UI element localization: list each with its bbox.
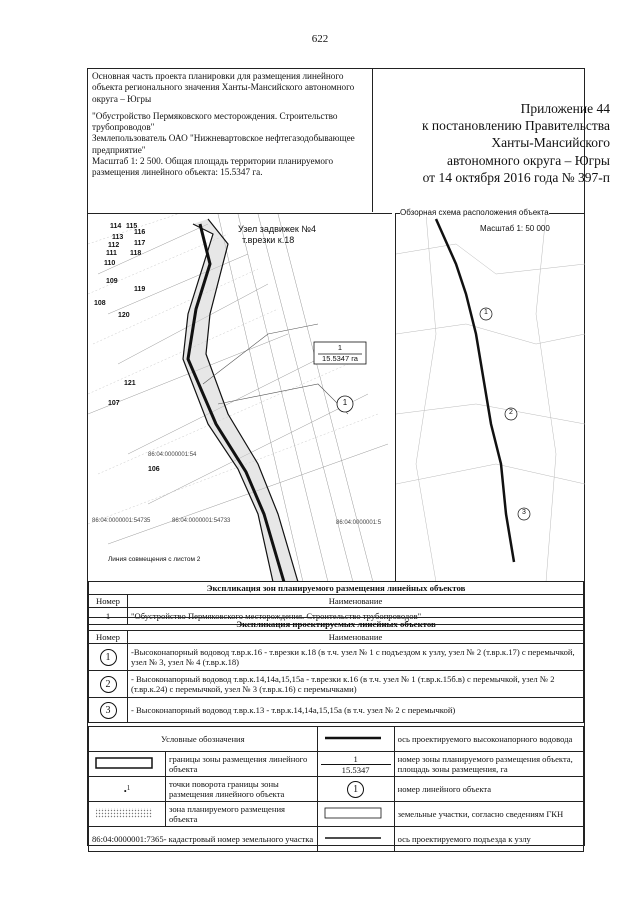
zones-h-num: Номер (89, 595, 128, 608)
point-legend-icon: • (123, 785, 127, 796)
project-header (92, 71, 372, 179)
legend-2-right: номер зоны планируемого размещения объекта, площадь зоны размещения, га (394, 752, 583, 777)
header-line-2: "Обустройство Пермяковского месторождения. Строительство трубопроводов" (92, 110, 338, 133)
point-108: 108 (94, 300, 106, 307)
zones-row-name: "Обустройство Пермяковского месторождения. Строительство трубопроводов" (128, 608, 584, 625)
point-112: 112 (108, 242, 120, 249)
overview-route (436, 219, 514, 562)
parcel-legend-icon (321, 806, 385, 820)
table-row (89, 644, 584, 671)
header-divider (372, 68, 373, 212)
object-num-2: 2 (100, 676, 117, 693)
access-road-legend-icon (321, 833, 385, 843)
object-num-1: 1 (100, 649, 117, 666)
point-109: 109 (106, 278, 118, 285)
boundary-legend-icon (92, 756, 156, 770)
object-name-1: -Высоконапорный водовод т.вр.к.16 - т.врезки к.18 (в т.ч. узел № 1 с подъездом к узлу, узел № 2 (т.вр.к.17) с перемычкой, узел № 3, узел № 4 (т.вр.к.18) (128, 644, 584, 671)
objects-table-title: Экспликация проектируемых линейных объектов (89, 618, 584, 631)
overview-drawing (396, 214, 585, 582)
point-114: 114 (110, 223, 122, 230)
cadastral-label-4: 86:04:0000001:5 (336, 520, 382, 526)
node-label: Узел задвижек №4 (238, 224, 317, 234)
object-num-3: 3 (100, 702, 117, 719)
point-111: 111 (106, 250, 117, 257)
point-118: 118 (130, 250, 142, 257)
legend-5-right: ось проектируемого подъезда к узлу (394, 827, 583, 852)
point-117: 117 (134, 240, 146, 247)
point-107: 107 (108, 400, 120, 407)
node-label-2: т.врезки к.18 (242, 235, 295, 245)
objects-table (88, 617, 584, 723)
zones-h-name: Наименование (128, 595, 584, 608)
zone-legend-icon (92, 806, 156, 820)
object-name-3: - Высоконапорный водовод т.вр.к.13 - т.вр.к.14,14а,15,15а (в т.ч. узел № 2 с перемычкой) (128, 698, 584, 723)
legend-5-text: 86:04:0000001:7365- кадастровый номер земельного участка (89, 827, 318, 852)
overview-num-3: 3 (522, 509, 526, 516)
header-line-1: Основная часть проекта планировки для размещения линейного объекта регионального значения Ханты-Мансийского автономного округа – Югры (92, 71, 355, 104)
cadastral-label-2: 86:04:0000001:54735 (92, 518, 151, 524)
zones-table-title: Экспликация зон планируемого размещения линейных объектов (89, 582, 584, 595)
legend-3-right: номер линейного объекта (394, 777, 583, 802)
appendix-block (388, 100, 610, 186)
header-line-3: Землепользователь ОАО "Нижневартовское нефтегазодобывающее предприятие" (92, 133, 355, 155)
objects-h-name: Наименование (128, 631, 584, 644)
overview-map (395, 208, 585, 582)
appendix-l5: от 14 октября 2016 года № 397-п (422, 169, 610, 185)
object-number-1: 1 (342, 398, 348, 407)
zones-row-num: 1 (89, 608, 128, 625)
objects-h-num: Номер (89, 631, 128, 644)
cadastral-label-1: 86:04:0000001:54 (148, 452, 197, 458)
legend-title: Условные обозначения (89, 727, 318, 752)
appendix-l1: Приложение 44 (520, 101, 610, 116)
overview-title: Обзорная схема расположения объекта (400, 208, 549, 217)
overview-num-2: 2 (509, 409, 513, 416)
legend-3-circle: 1 (347, 781, 364, 798)
match-line-label: Линия совмещения с листом 2 (108, 556, 201, 563)
legend-frac-top: 1 (321, 754, 391, 765)
point-113: 113 (112, 234, 124, 241)
legend-frac-bottom: 15.5347 (341, 764, 370, 775)
legend-1-text: ось проектируемого высоконапорного водовода (394, 727, 583, 752)
point-110: 110 (104, 260, 116, 267)
overview-num-1: 1 (484, 309, 488, 316)
appendix-l3: Ханты-Мансийского (491, 135, 610, 151)
point-115: 115 (126, 223, 138, 230)
overview-scale: Масштаб 1: 50 000 (480, 224, 550, 233)
legend-4-right: земельные участки, согласно сведениям ГКН (394, 802, 583, 827)
table-row (89, 698, 584, 723)
table-row (89, 671, 584, 698)
legend-3-text: точки поворота границы зоны размещения линейного объекта (166, 777, 318, 802)
header-line-4: Масштаб 1: 2 500. Общая площадь территории планируемого размещения линейного объекта: 15.5347 га. (92, 156, 334, 178)
main-map (88, 213, 392, 582)
legend-2-text: границы зоны размещения линейного объекта (166, 752, 318, 777)
legend-3-symbol: 1 (126, 783, 131, 792)
legend-table (88, 726, 584, 852)
appendix-l2: к постановлению Правительства (421, 118, 610, 134)
cadastral-label-3: 86:04:0000001:54733 (172, 518, 231, 524)
page-number: 622 (311, 33, 329, 45)
legend-4-text: зона планируемого размещения объекта (166, 802, 318, 827)
zone-number: 1 (337, 343, 343, 352)
point-121: 121 (124, 380, 136, 387)
pipeline-legend-icon (321, 733, 385, 743)
point-106: 106 (148, 466, 160, 473)
point-120: 120 (118, 312, 130, 319)
object-name-2: - Высоконапорный водовод т.вр.к.14,14а,15,15а - т.врезки к.16 (в т.ч. узел № 1 (т.вр.к.15б.в) с перемычкой, узел № 2 (т.вр.к.24) с перемычкой, узел № 3 (т.вр.к.16) с перемычками) (128, 671, 584, 698)
zone-area: 15.5347 га (322, 354, 358, 363)
appendix-l4: автономного округа – Югры (447, 152, 610, 168)
point-119: 119 (134, 286, 146, 293)
point-116: 116 (134, 229, 146, 236)
